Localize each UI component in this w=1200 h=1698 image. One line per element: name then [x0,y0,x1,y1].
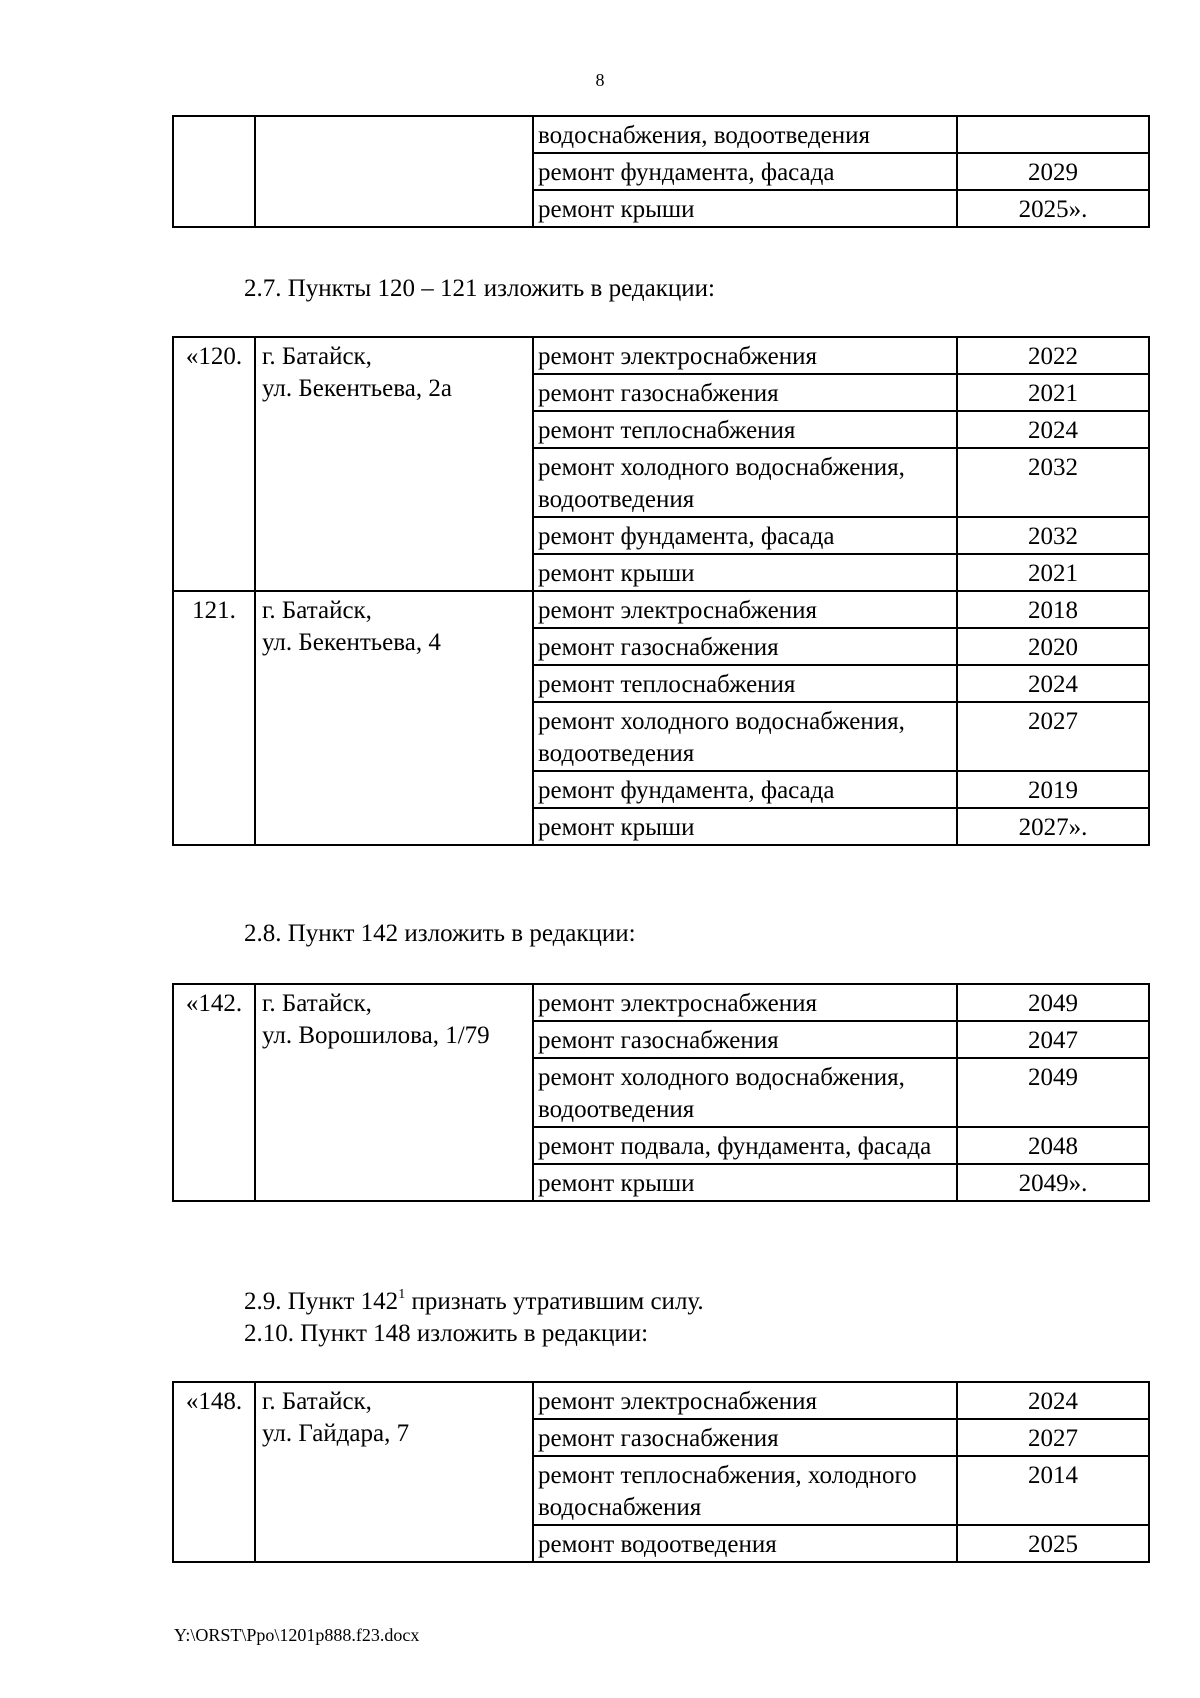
work-type-cell: ремонт подвала, фундамента, фасада [533,1127,957,1164]
year-cell: 2021 [957,554,1149,591]
address-cell [255,116,533,227]
year-cell: 2014 [957,1456,1149,1525]
work-type-cell: ремонт крыши [533,808,957,845]
work-type-cell: ремонт электроснабжения [533,1382,957,1419]
paragraph-2-7: 2.7. Пункты 120 – 121 изложить в редакции: [244,275,715,302]
address-cell [255,1382,533,1562]
work-type-cell: ремонт теплоснабжения [533,665,957,702]
year-cell: 2024 [957,411,1149,448]
year-cell: 2022 [957,337,1149,374]
year-cell: 2049». [957,1164,1149,1201]
year-cell: 2032 [957,517,1149,554]
work-type-cell: водоснабжения, водоотведения [533,116,957,153]
work-type-cell: ремонт фундамента, фасада [533,771,957,808]
year-cell: 2025». [957,190,1149,227]
work-type-cell: ремонт холодного водоснабжения, водоотведения [533,448,957,517]
address-line: г. Батайск, [262,1388,372,1415]
work-type-cell: ремонт водоотведения [533,1525,957,1562]
year-cell [957,116,1149,153]
paragraph-2-9-text: 2.9. Пункт 142 [244,1288,399,1315]
year-cell: 2027». [957,808,1149,845]
item-number-cell: «142. [173,984,255,1201]
table-items-120-121 [172,336,1150,846]
work-type-cell: ремонт крыши [533,554,957,591]
table-row [173,591,1149,628]
table-item-142 [172,983,1150,1202]
year-cell: 2027 [957,1419,1149,1456]
year-cell: 2027 [957,702,1149,771]
work-type-cell: ремонт теплоснабжения [533,411,957,448]
year-cell: 2021 [957,374,1149,411]
year-cell: 2020 [957,628,1149,665]
year-cell: 2032 [957,448,1149,517]
paragraph-2-9-tail: признать утратившим силу. [405,1288,704,1315]
work-type-cell: ремонт электроснабжения [533,337,957,374]
table-row [173,337,1149,374]
address-line: г. Батайск, [262,343,372,370]
year-cell: 2049 [957,984,1149,1021]
item-number-cell: 121. [173,591,255,845]
year-cell: 2047 [957,1021,1149,1058]
address-line: г. Батайск, [262,990,372,1017]
table-item-148 [172,1381,1150,1563]
item-number-cell: «120. [173,337,255,591]
work-type-cell: ремонт электроснабжения [533,591,957,628]
work-type-cell: ремонт газоснабжения [533,628,957,665]
work-type-cell: ремонт крыши [533,190,957,227]
table-row [173,1382,1149,1419]
address-cell [255,591,533,845]
paragraph-2-10: 2.10. Пункт 148 изложить в редакции: [244,1320,649,1347]
year-cell: 2024 [957,1382,1149,1419]
item-number-cell: «148. [173,1382,255,1562]
work-type-cell: ремонт газоснабжения [533,1419,957,1456]
address-line: г. Батайск, [262,597,372,624]
paragraph-2-8: 2.8. Пункт 142 изложить в редакции: [244,920,636,947]
table-continuation [172,115,1150,228]
year-cell: 2029 [957,153,1149,190]
work-type-cell: ремонт электроснабжения [533,984,957,1021]
work-type-cell: ремонт газоснабжения [533,374,957,411]
year-cell: 2025 [957,1525,1149,1562]
page-number: 8 [595,70,605,90]
table-row [173,116,1149,153]
table-row [173,984,1149,1021]
file-path-footer: Y:\ORST\Ppo\1201p888.f23.docx [174,1625,420,1645]
work-type-cell: ремонт фундамента, фасада [533,153,957,190]
work-type-cell: ремонт холодного водоснабжения, водоотведения [533,1058,957,1127]
address-cell [255,337,533,591]
year-cell: 2048 [957,1127,1149,1164]
address-line: ул. Бекентьева, 4 [262,629,441,656]
item-number-cell [173,116,255,227]
paragraph-2-9 [244,1286,704,1318]
year-cell: 2024 [957,665,1149,702]
work-type-cell: ремонт газоснабжения [533,1021,957,1058]
work-type-cell: ремонт теплоснабжения, холодного водоснабжения [533,1456,957,1525]
address-line: ул. Бекентьева, 2а [262,375,452,402]
work-type-cell: ремонт холодного водоснабжения, водоотведения [533,702,957,771]
address-line: ул. Гайдара, 7 [262,1420,410,1447]
year-cell: 2049 [957,1058,1149,1127]
year-cell: 2019 [957,771,1149,808]
work-type-cell: ремонт крыши [533,1164,957,1201]
address-cell [255,984,533,1201]
superscript-index: 1 [398,1287,406,1302]
work-type-cell: ремонт фундамента, фасада [533,517,957,554]
address-line: ул. Ворошилова, 1/79 [262,1022,490,1049]
year-cell: 2018 [957,591,1149,628]
